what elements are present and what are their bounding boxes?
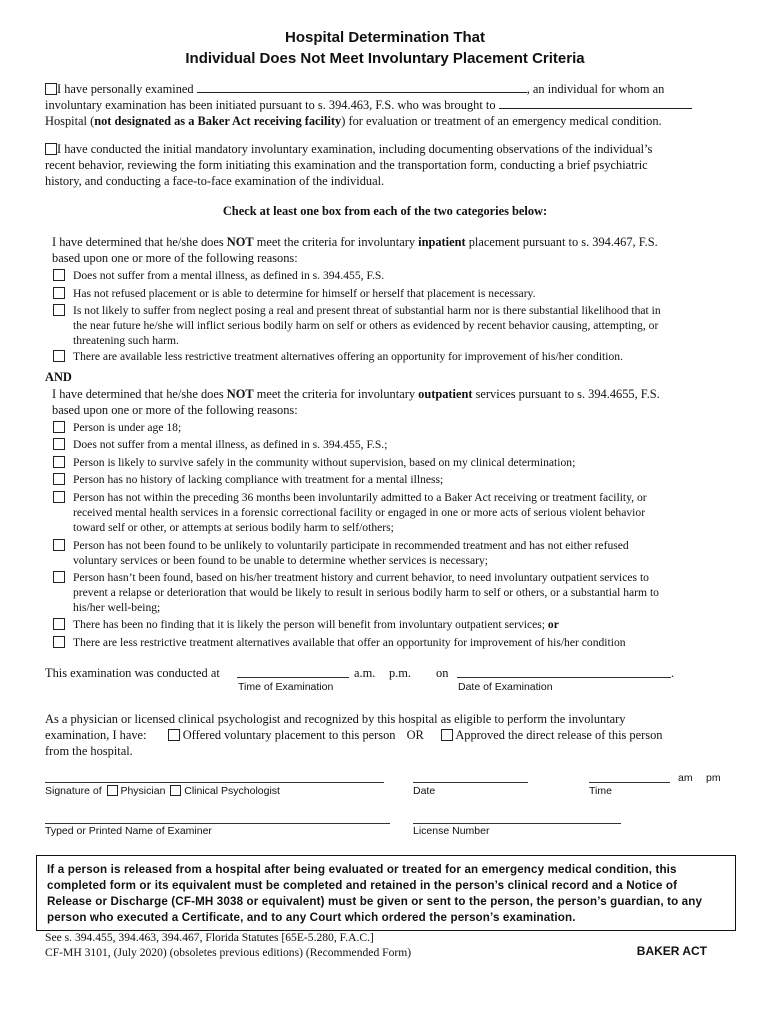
title-line-2: Individual Does Not Meet Involuntary Placement Criteria [185, 50, 585, 67]
release-notice-box [36, 855, 736, 931]
outpatient-checkbox-3[interactable] [53, 456, 65, 468]
offered-voluntary-label: Offered voluntary placement to this person [182, 728, 396, 742]
outpatient-checkbox-1[interactable] [53, 421, 65, 433]
inpatient-checkbox-1[interactable] [53, 269, 65, 281]
outpatient-item-8-text: There has been no finding that it is likely the person will benefit from involuntary outpatient services; [73, 618, 548, 631]
outpatient-item-6-line-1: Person has not been found to be unlikely to voluntarily participate in recommended treatment and has not either refused [73, 539, 629, 552]
inpatient-reasons-intro: based upon one or more of the following reasons: [52, 251, 298, 265]
signature-time-field[interactable] [589, 782, 670, 783]
outpatient-section [52, 386, 732, 418]
inpatient-not: NOT [226, 235, 254, 249]
time-of-exam-caption: Time of Examination [238, 681, 334, 693]
exam-am[interactable]: a.m. [354, 666, 376, 680]
examined-text: I have personally examined [57, 82, 194, 96]
outpatient-item-1 [53, 420, 723, 435]
signature-of-row [45, 785, 280, 798]
inpatient-checkbox-2[interactable] [53, 287, 65, 299]
outpatient-checkbox-4[interactable] [53, 473, 65, 485]
inpatient-item-1 [53, 268, 723, 283]
outpatient-checkbox-7[interactable] [53, 571, 65, 583]
footer-form-id: CF-MH 3101, (July 2020) (obsoletes previous editions) (Recommended Form) [45, 946, 412, 959]
outpatient-item-4-text: Person has no history of lacking compliance with treatment for a mental illness; [73, 473, 444, 486]
typed-name-caption: Typed or Printed Name of Examiner [45, 825, 212, 837]
signature-time-caption: Time [589, 785, 612, 797]
outpatient-line-a: I have determined that he/she does [52, 387, 227, 401]
outpatient-item-8 [53, 617, 723, 632]
title-line-1: Hospital Determination That [284, 29, 486, 46]
physician-checkbox[interactable] [107, 785, 118, 796]
signature-date-caption: Date [413, 785, 436, 797]
outpatient-kind: outpatient [418, 387, 473, 401]
inpatient-section [52, 234, 732, 266]
physician-paragraph [45, 711, 735, 759]
inpatient-item-3 [53, 303, 723, 348]
psychologist-label: Clinical Psychologist [184, 785, 280, 797]
signature-pm[interactable]: pm [706, 772, 721, 784]
outpatient-item-7-line-3: his/her well-being; [73, 601, 161, 614]
inpatient-item-3-line-1: Is not likely to suffer from neglect posing a real and present threat of substantial harm nor is there substantial likelihood that in [73, 304, 661, 317]
outpatient-item-7-line-1: Person hasn’t been found, based on his/her treatment history and current behavior, to need involuntary outpatient services to [73, 571, 649, 584]
inpatient-checkbox-3[interactable] [53, 304, 65, 316]
exam-time-field[interactable] [237, 677, 349, 678]
outpatient-item-5-line-2: received mental health services in a forensic correctional facility or engaged in one or more acts of serious violent behavior [73, 506, 646, 519]
inpatient-item-3-line-3: threatening such harm. [73, 334, 179, 347]
examined-text-b: , an individual for whom an [526, 82, 665, 96]
inpatient-item-1-text: Does not suffer from a mental illness, as defined in s. 394.455, F.S. [73, 269, 385, 282]
inpatient-item-2-text: Has not refused placement or is able to determine for himself or herself that placement is necessary. [73, 287, 536, 300]
physician-line-2: examination, I have: [45, 728, 147, 742]
examined-paragraph [45, 81, 735, 129]
conducted-line-3: history, and conducting a face-to-face examination of the individual. [45, 174, 385, 188]
exam-conducted-line [45, 665, 220, 681]
inpatient-line-b: meet the criteria for involuntary [253, 235, 419, 249]
inpatient-kind: inpatient [418, 235, 466, 249]
outpatient-item-5 [53, 490, 723, 535]
signature-of-label: Signature of [45, 785, 102, 797]
outpatient-item-3 [53, 455, 723, 470]
date-of-exam-caption: Date of Examination [458, 681, 553, 693]
inpatient-line-c: placement pursuant to s. 394.467, F.S. [465, 235, 658, 249]
outpatient-checkbox-8[interactable] [53, 618, 65, 630]
exam-pm[interactable]: p.m. [389, 666, 412, 680]
license-number-field[interactable] [413, 823, 621, 824]
outpatient-item-7 [53, 570, 723, 615]
inpatient-item-2 [53, 286, 723, 301]
outpatient-checkbox-6[interactable] [53, 539, 65, 551]
conducted-line-1: I have conducted the initial mandatory involuntary examination, including documenting observations of the individual’s [57, 142, 653, 156]
outpatient-item-6 [53, 538, 723, 568]
involuntary-text: involuntary examination has been initiated pursuant to s. 394.463, F.S. who was brought to [45, 98, 496, 112]
outpatient-not: NOT [226, 387, 254, 401]
footer-statutes: See s. 394.455, 394.463, 394.467, Florida Statutes [65E-5.280, F.A.C.] [45, 931, 374, 944]
approved-release-label: Approved the direct release of this person [455, 728, 663, 742]
inpatient-checkbox-4[interactable] [53, 350, 65, 362]
inpatient-line-a: I have determined that he/she does [52, 235, 227, 249]
approved-release-checkbox[interactable] [441, 729, 453, 741]
inpatient-item-4 [53, 349, 723, 364]
not-designated-text: not designated as a Baker Act receiving facility [94, 114, 342, 128]
outpatient-item-9 [53, 635, 723, 650]
outpatient-item-2-text: Does not suffer from a mental illness, as defined in s. 394.455, F.S.; [73, 438, 388, 451]
signature-am[interactable]: am [678, 772, 693, 784]
outpatient-line-c: services pursuant to s. 394.4655, F.S. [472, 387, 660, 401]
baker-act-label: BAKER ACT [636, 944, 707, 958]
examined-checkbox[interactable] [45, 83, 57, 95]
form-title [0, 27, 770, 69]
check-heading: Check at least one box from each of the two categories below: [222, 204, 548, 218]
individual-name-blank[interactable] [197, 81, 527, 93]
outpatient-item-5-line-3: toward self or other, or attempts at serious bodily harm to self/others; [73, 521, 394, 534]
signature-date-field[interactable] [413, 782, 528, 783]
outpatient-item-5-line-1: Person has not within the preceding 36 months been involuntarily admitted to a Baker Act receiving or treatment facility, or [73, 491, 647, 504]
brought-to-blank[interactable] [499, 97, 692, 109]
exam-period: . [671, 666, 675, 680]
physician-line-3: from the hospital. [45, 744, 133, 758]
physician-line-1: As a physician or licensed clinical psychologist and recognized by this hospital as eligible to perform the involuntary [45, 712, 626, 726]
outpatient-item-3-text: Person is likely to survive safely in the community without supervision, based on my clinical determination; [73, 456, 576, 469]
conducted-paragraph [45, 141, 735, 189]
psychologist-checkbox[interactable] [170, 785, 181, 796]
outpatient-checkbox-2[interactable] [53, 438, 65, 450]
outpatient-or: or [547, 618, 559, 631]
offered-voluntary-checkbox[interactable] [168, 729, 180, 741]
outpatient-item-9-text: There are less restrictive treatment alternatives available that offer an opportunity for improvement of his/her condition [73, 636, 626, 649]
outpatient-item-2 [53, 437, 723, 452]
license-number-caption: License Number [413, 825, 490, 837]
outpatient-line-b: meet the criteria for involuntary [253, 387, 419, 401]
conducted-line-2: recent behavior, reviewing the form initiating this examination and the transportation form, conducting a brief psychiatric [45, 158, 648, 172]
outpatient-checkbox-5[interactable] [53, 491, 65, 503]
outpatient-item-7-line-2: prevent a relapse or deterioration that would be likely to result in serious bodily harm to self or others, or a substantial harm to [73, 586, 659, 599]
conducted-checkbox[interactable] [45, 143, 57, 155]
outpatient-reasons-intro: based upon one or more of the following reasons: [52, 403, 298, 417]
exam-conducted-text: This examination was conducted at [45, 666, 220, 680]
physician-label: Physician [120, 785, 166, 797]
exam-on-text: on [436, 666, 449, 680]
outpatient-item-1-text: Person is under age 18; [73, 421, 182, 434]
outpatient-item-4 [53, 472, 723, 487]
hospital-text-end: ) for evaluation or treatment of an emergency medical condition. [341, 114, 662, 128]
outpatient-item-6-line-2: voluntary services or been found to be unable to determine whether services is necessary; [73, 554, 488, 567]
hospital-text: Hospital ( [45, 114, 95, 128]
signature-field[interactable] [45, 782, 384, 783]
or-label: OR [406, 728, 424, 742]
exam-date-field[interactable] [457, 677, 671, 678]
and-label: AND [45, 370, 72, 384]
inpatient-item-3-line-2: the near future he/she will inflict serious bodily harm on self or others as evidenced by recent behavior causing, attempting, or [73, 319, 659, 332]
typed-name-field[interactable] [45, 823, 390, 824]
release-notice-text: If a person is released from a hospital after being evaluated or treated for an emergency medical condition, this completed form or its equivalent must be completed and retained in the person’s clinical record and a Notice of Release or Discharge (CF-MH 3038 or equivalent) must be given or sent to the person, the person’s guardian, to any person who executed a Certificate, and to any Court which ordered the person’s examination. [47, 863, 703, 924]
inpatient-item-4-text: There are available less restrictive treatment alternatives offering an opportunity for improvement of his/her condition. [73, 350, 623, 363]
outpatient-checkbox-9[interactable] [53, 636, 65, 648]
